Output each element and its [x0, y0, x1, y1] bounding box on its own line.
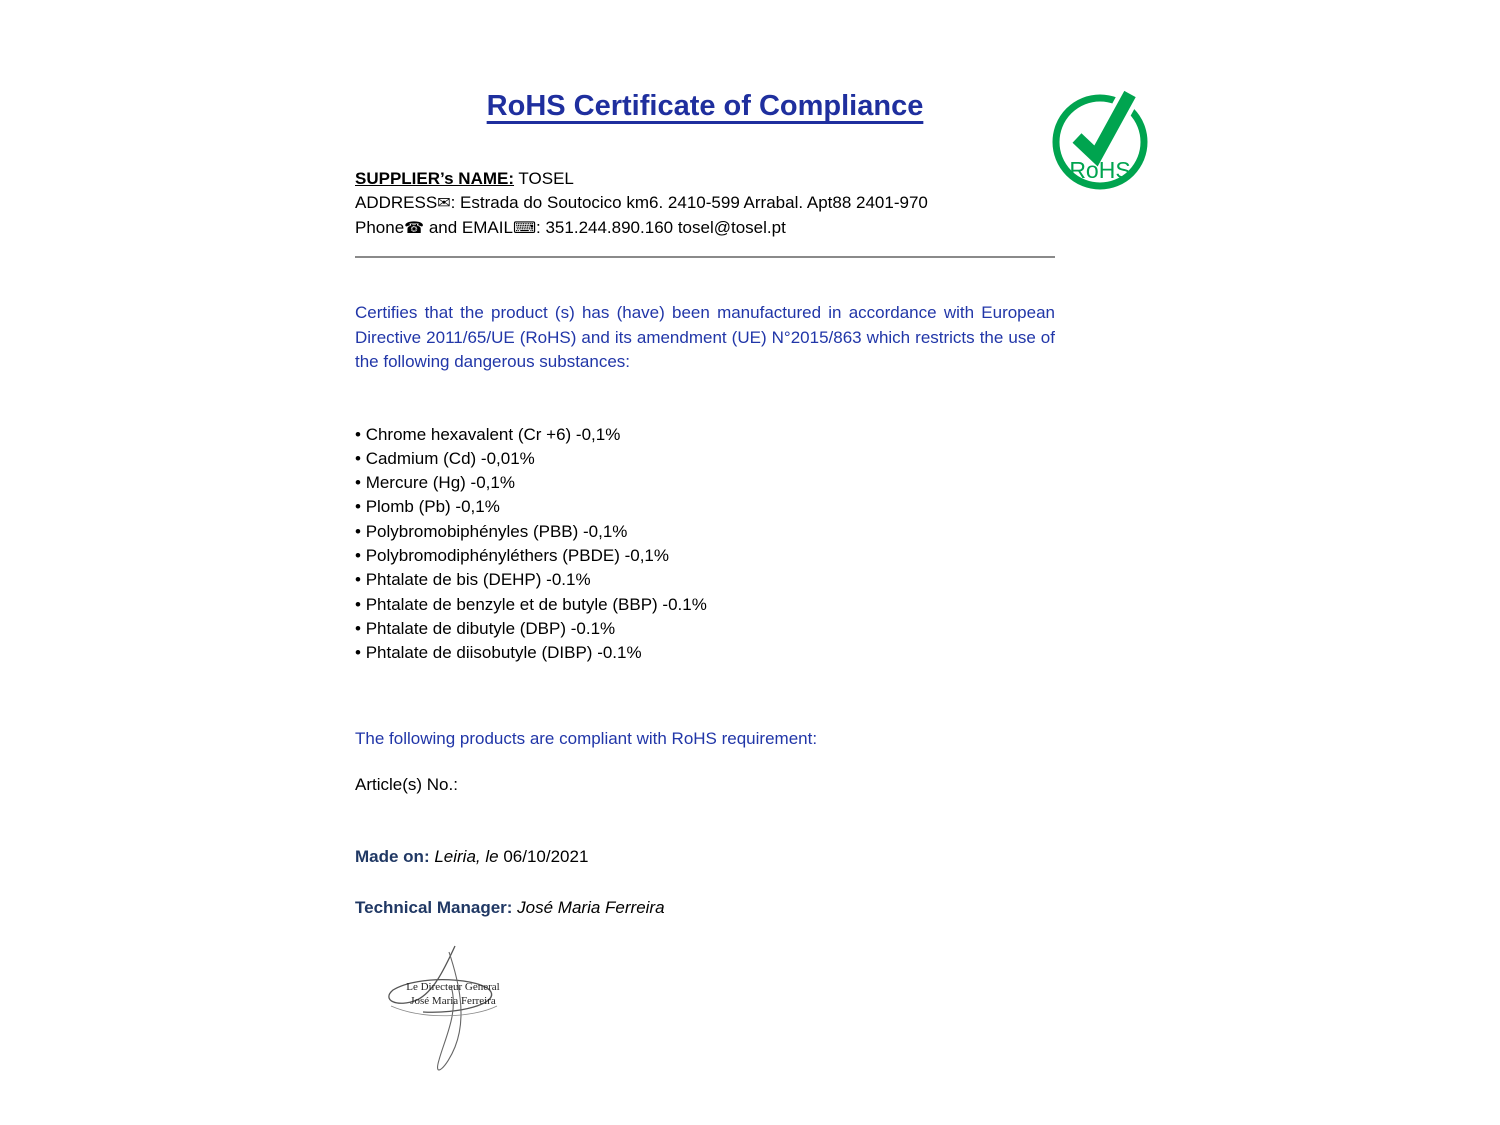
signature-text [383, 980, 523, 1008]
technical-manager-value: José Maria Ferreira [512, 898, 665, 918]
supplier-name-label: SUPPLIER’s NAME: [355, 169, 515, 188]
compliance-statement: The following products are compliant with RoHS requirement: [355, 729, 818, 749]
list-item: • Polybromodiphényléthers (PBDE) -0,1% [355, 544, 1055, 568]
list-item: • Plomb (Pb) -0,1% [355, 495, 1055, 519]
made-on-label: Made on: [355, 847, 430, 867]
technical-manager-label: Technical Manager: [355, 898, 513, 918]
rohs-logo-label: RoHS [1069, 157, 1131, 183]
made-on-place: Leiria, le [429, 847, 504, 867]
divider [355, 256, 1055, 258]
substance-list [355, 423, 1055, 666]
email-label: and EMAIL [424, 218, 513, 237]
phone-icon: ☎ [404, 220, 425, 237]
contact-value: : 351.244.890.160 tosel@tosel.pt [536, 218, 786, 237]
page-title: RoHS Certificate of Compliance [486, 90, 924, 122]
made-on-line [355, 847, 1055, 867]
supplier-contact-line [355, 216, 1055, 241]
list-item: • Phtalate de diisobutyle (DIBP) -0.1% [355, 641, 1055, 665]
supplier-name-value: TOSEL [514, 169, 574, 188]
phone-label: Phone [355, 218, 405, 237]
list-item: • Polybromobiphényles (PBB) -0,1% [355, 520, 1055, 544]
list-item: • Phtalate de benzyle et de butyle (BBP) -0.1% [355, 593, 1055, 617]
address-value: : Estrada do Soutocico km6. 2410-599 Arrabal. Apt88 2401-970 [450, 193, 928, 212]
signature-scribble [363, 942, 533, 1092]
list-item: • Phtalate de dibutyle (DBP) -0.1% [355, 617, 1055, 641]
made-on-date: 06/10/2021 [503, 847, 589, 867]
signature-line-2: José Maria Ferreira [410, 995, 496, 1008]
article-number-label: Article(s) No.: [355, 775, 458, 795]
supplier-block [355, 167, 1055, 241]
address-label: ADDRESS [355, 193, 438, 212]
supplier-name-line [355, 167, 1055, 191]
envelope-icon: ✉ [437, 195, 451, 212]
signature-block [363, 942, 533, 1092]
technical-manager-line [355, 898, 1055, 918]
list-item: • Mercure (Hg) -0,1% [355, 471, 1055, 495]
list-item: • Cadmium (Cd) -0,01% [355, 447, 1055, 471]
document-content [355, 0, 1055, 1092]
rohs-logo [1050, 80, 1154, 192]
certification-statement: Certifies that the product (s) has (have) been manufactured in accordance with European Directive 2011/65/UE (RoHS) and its amendment (UE) N°2015/863 which restricts the use of the following dangerous substances: [355, 303, 1055, 371]
list-item: • Chrome hexavalent (Cr +6) -0,1% [355, 423, 1055, 447]
list-item: • Phtalate de bis (DEHP) -0.1% [355, 568, 1055, 592]
rohs-logo-graphic [1050, 80, 1154, 192]
signature-line-1: Le Directeur General [406, 981, 500, 994]
supplier-address-line [355, 191, 1055, 216]
computer-icon: ⌨ [512, 220, 537, 237]
